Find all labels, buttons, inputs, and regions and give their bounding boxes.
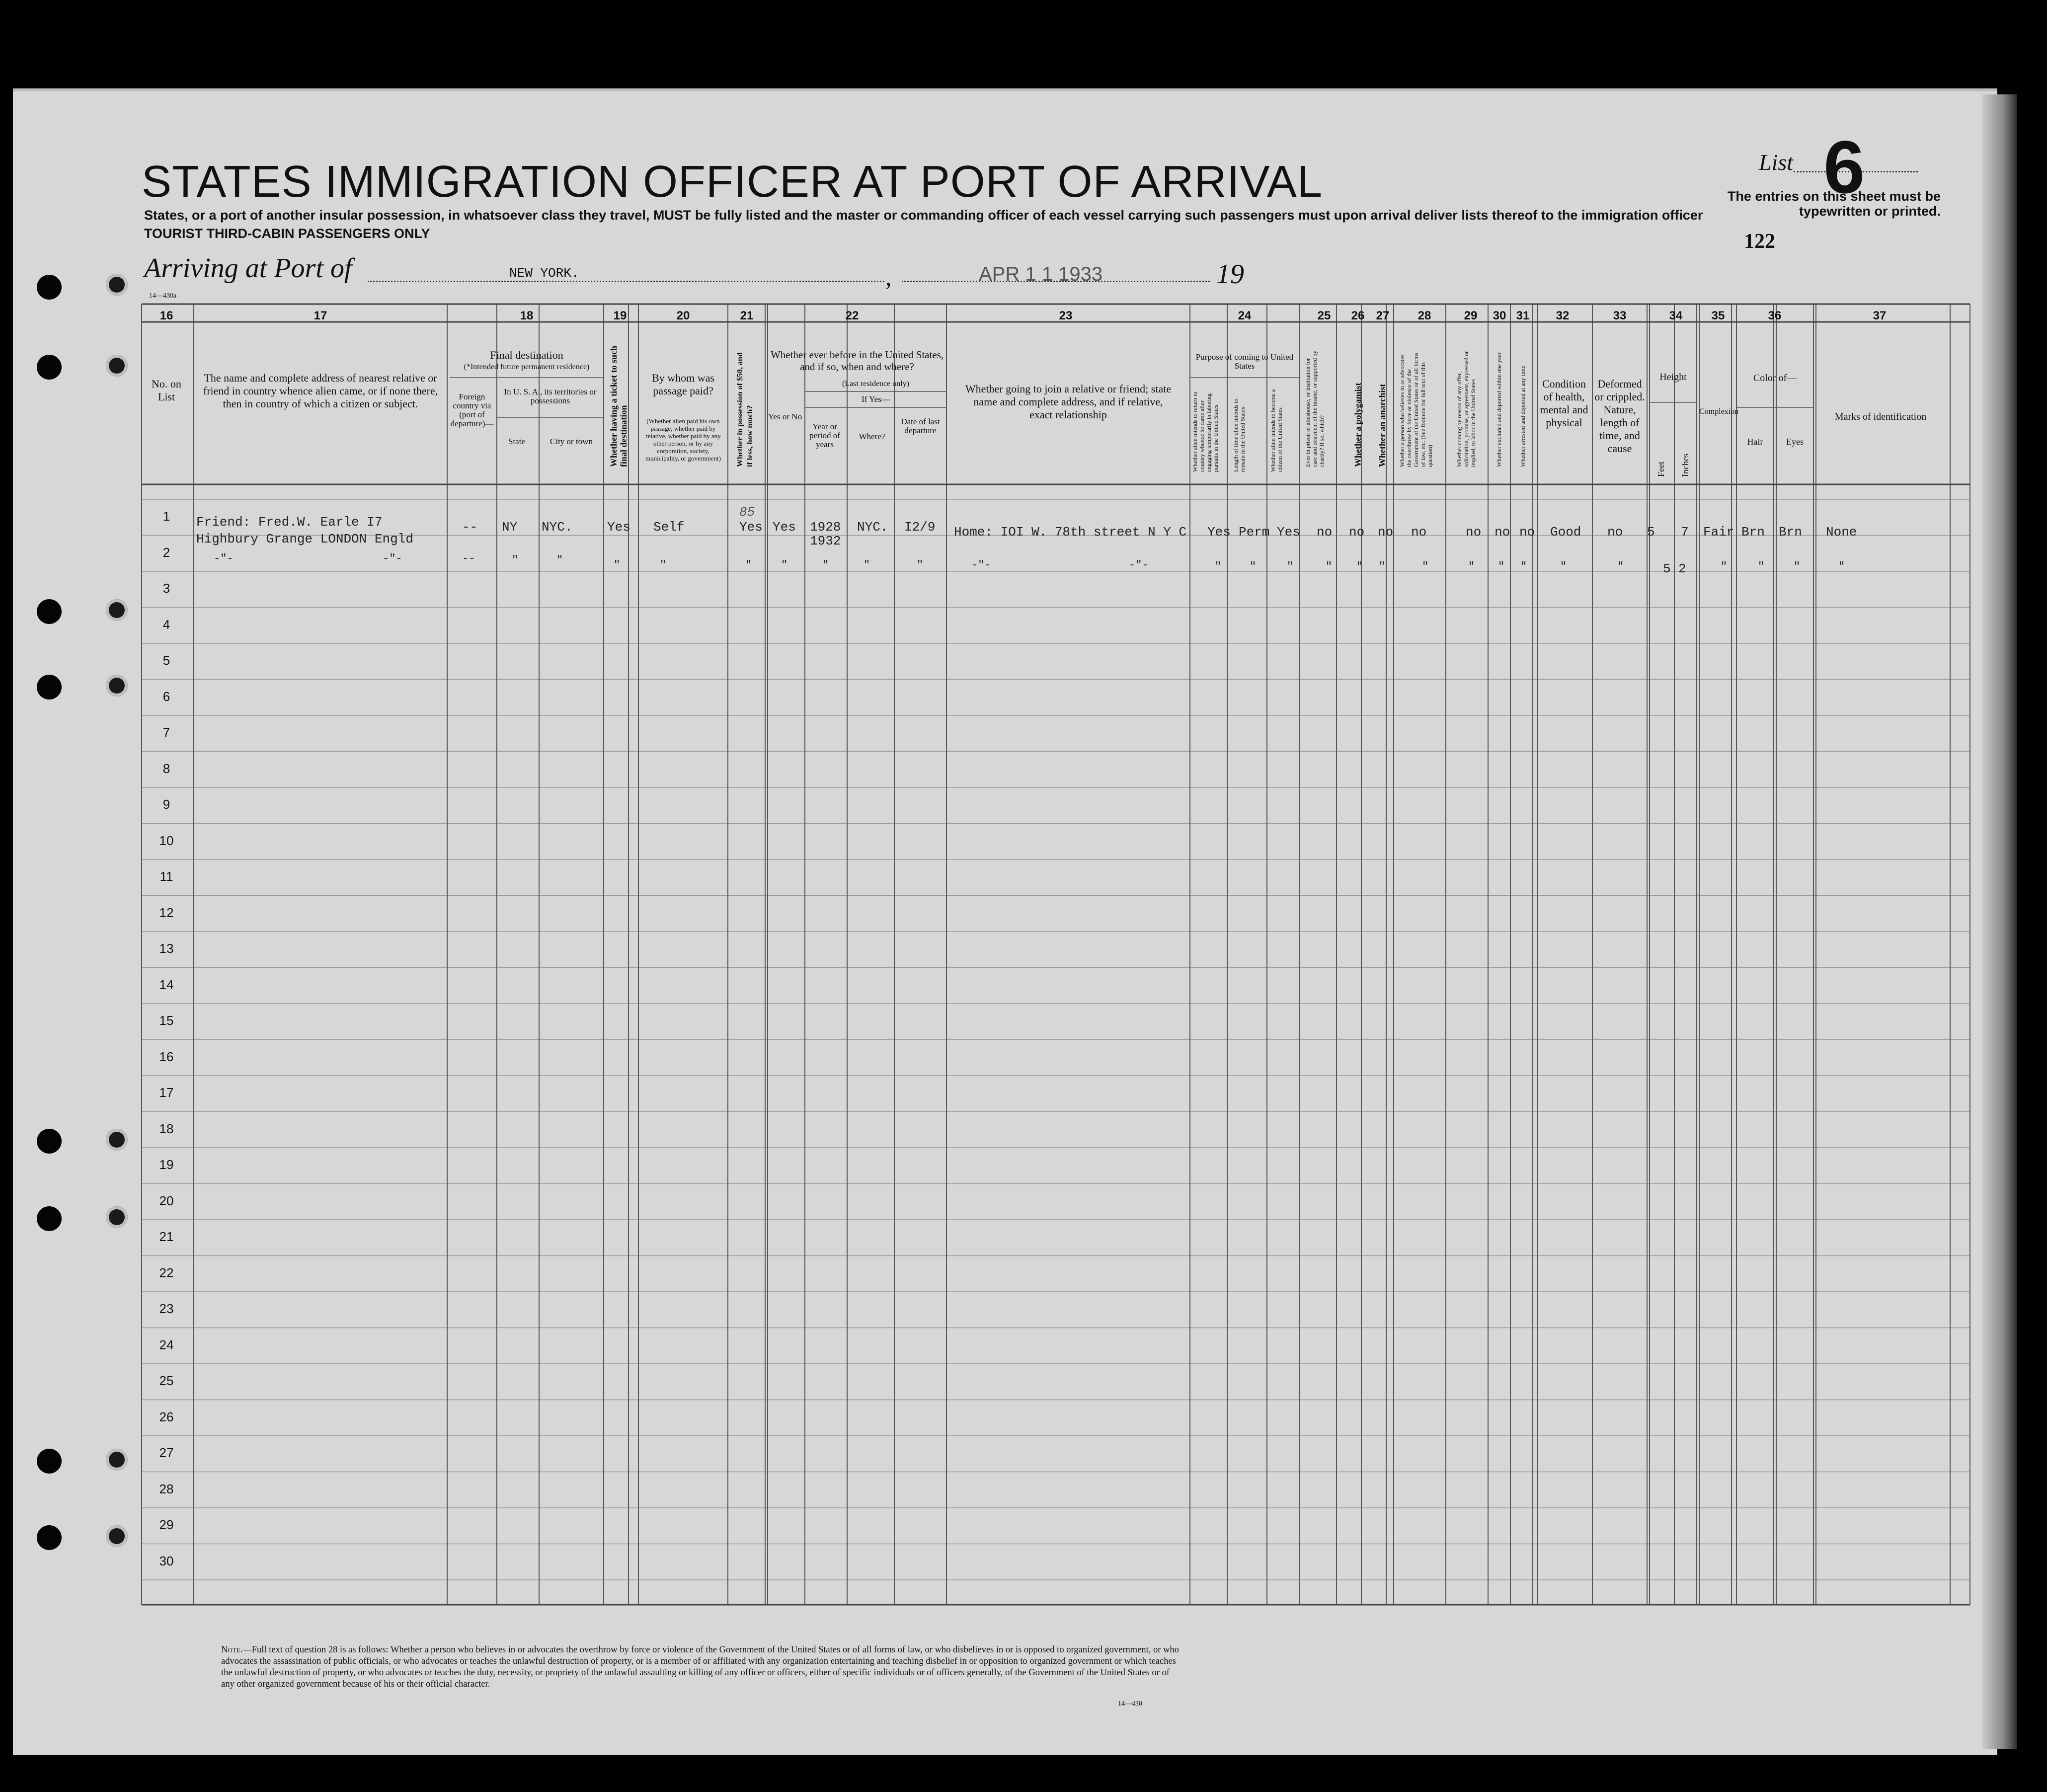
ticket-value: Yes bbox=[607, 520, 630, 535]
col-number: 23 bbox=[1059, 309, 1073, 322]
row-number: 1 bbox=[162, 509, 170, 524]
ditto-mark: " bbox=[1287, 560, 1294, 573]
ditto-mark: " bbox=[1215, 560, 1222, 573]
col-yes-no: Yes or No bbox=[768, 412, 802, 421]
col-purpose-return: Whether alien intends to return to country whence he came after engaging temporarily in laboring pursuits in the United States bbox=[1191, 391, 1219, 472]
row-number: 23 bbox=[159, 1301, 174, 1316]
col-deformed: Deformed or crippled. Nature, length of time, and cause bbox=[1594, 378, 1645, 455]
footnote-code: 14—430 bbox=[1118, 1700, 1142, 1708]
punch-hole bbox=[106, 274, 128, 296]
col-purpose-citizen: Whether alien intends to become a citizen of the United States bbox=[1269, 389, 1283, 472]
row-number: 6 bbox=[162, 689, 170, 704]
row-number: 2 bbox=[162, 545, 170, 560]
row-number: 3 bbox=[162, 581, 170, 596]
ditto-mark: " bbox=[1560, 560, 1567, 573]
col-number: 21 bbox=[740, 309, 754, 322]
col-state: State bbox=[508, 437, 525, 446]
ditto-mark: " bbox=[1379, 560, 1386, 573]
ditto-mark: " bbox=[822, 559, 829, 571]
col-passage-paid-note: (Whether alien paid his own passage, whether paid by relative, whether paid by any other person, or by any corporation, society, municipality, or government) bbox=[645, 417, 721, 462]
row-number: 28 bbox=[159, 1481, 174, 1496]
col-height: Height bbox=[1659, 372, 1687, 383]
col-foreign-country: Foreign country via (port of departure)— bbox=[450, 392, 494, 428]
page-stack-edge bbox=[1982, 94, 2017, 1749]
col-number: 20 bbox=[676, 309, 690, 322]
list-label: List bbox=[1759, 150, 1794, 175]
col-purpose: Purpose of coming to United States bbox=[1195, 352, 1294, 371]
row-number: 21 bbox=[159, 1229, 174, 1244]
col-nearest-relative: The name and complete address of nearest relative or friend in country whence alien came, or if none there, then in country of which a citizen or subject. bbox=[203, 372, 438, 410]
row-number: 26 bbox=[159, 1409, 174, 1424]
ditto-mark: " bbox=[1794, 560, 1801, 573]
ditto-mark: " bbox=[1838, 560, 1845, 573]
row-number: 17 bbox=[159, 1085, 174, 1100]
col-if-yes: If Yes— bbox=[862, 394, 890, 404]
years-value: 1928 bbox=[810, 520, 841, 535]
punch-hole bbox=[106, 1449, 128, 1471]
col-polygamist: Whether a polygamist bbox=[1353, 383, 1363, 467]
ditto-mark: " bbox=[1721, 560, 1728, 573]
punch-hole bbox=[37, 1449, 62, 1474]
ditto-mark: -"- bbox=[383, 552, 402, 565]
col-join-relative: Whether going to join a relative or friend; state name and complete address, and if relative, exact relationship bbox=[965, 383, 1172, 421]
row-number: 18 bbox=[159, 1121, 174, 1136]
foreign-port: -- bbox=[462, 520, 478, 535]
complexion-value: Fair bbox=[1703, 525, 1734, 540]
page-edge bbox=[13, 88, 1997, 91]
footnote bbox=[221, 1644, 1185, 1690]
col-last-departure: Date of last departure bbox=[901, 417, 940, 435]
col-number: 31 bbox=[1516, 309, 1530, 322]
ditto-mark: " bbox=[614, 559, 621, 571]
ditto-mark: " bbox=[1617, 560, 1624, 573]
row-number: 24 bbox=[159, 1337, 174, 1352]
ditto-mark: " bbox=[1758, 560, 1765, 573]
dest-city: NYC. bbox=[542, 520, 573, 535]
ditto-mark: " bbox=[1520, 560, 1527, 573]
purpose-citizen-value: Yes bbox=[1277, 525, 1300, 540]
arriving-label: Arriving at Port of bbox=[144, 253, 352, 284]
hair-value: Brn bbox=[1741, 525, 1765, 540]
manifest-sheet bbox=[13, 88, 1997, 1755]
col-number: 22 bbox=[845, 309, 859, 322]
col-number: 28 bbox=[1417, 309, 1431, 322]
col-number: 16 bbox=[159, 309, 173, 322]
ditto-mark: " bbox=[556, 554, 563, 566]
port-underline bbox=[368, 281, 884, 282]
col-city: City or town bbox=[550, 437, 593, 446]
col-ticket: Whether having a ticket to such final destination bbox=[609, 345, 629, 467]
ditto-mark: " bbox=[1498, 560, 1505, 573]
col-number: 37 bbox=[1873, 309, 1887, 322]
col-number: 34 bbox=[1669, 309, 1683, 322]
join-value: Home: IOI W. 78th street N Y C bbox=[954, 525, 1187, 540]
anarchist-value: no bbox=[1378, 525, 1394, 540]
years-value-2: 1932 bbox=[810, 534, 841, 548]
ditto-mark: -"- bbox=[1129, 559, 1149, 571]
col-purpose-length: Length of time alien intends to remain in the United States bbox=[1232, 398, 1246, 472]
col-anarchist: Whether an anarchist bbox=[1377, 384, 1387, 467]
ditto-mark: -"- bbox=[971, 559, 991, 571]
col-marks: Marks of identification bbox=[1834, 411, 1927, 422]
relative-name: Friend: Fred.W. Earle I7 bbox=[196, 515, 383, 530]
col-number: 29 bbox=[1464, 309, 1478, 322]
purpose-length-value: Perm bbox=[1239, 525, 1270, 540]
ditto-mark: -- bbox=[462, 552, 475, 565]
relative-address: Highbury Grange LONDON Engld bbox=[196, 532, 413, 546]
q28-value: no bbox=[1411, 525, 1427, 540]
col-number: 32 bbox=[1556, 309, 1570, 322]
col-complexion: Complexion bbox=[1699, 407, 1739, 416]
row-number: 8 bbox=[162, 761, 170, 776]
ditto-mark: " bbox=[1422, 560, 1429, 573]
row-number: 12 bbox=[159, 905, 174, 920]
ditto-mark: " bbox=[1356, 560, 1363, 573]
col-q30: Whether excluded and deported within one year bbox=[1496, 352, 1502, 467]
col-hair: Hair bbox=[1747, 437, 1763, 447]
ditto-mark: " bbox=[1250, 560, 1257, 573]
money-note: 85 bbox=[739, 505, 755, 520]
col-passage-paid: By whom was passage paid? bbox=[652, 372, 714, 397]
ditto-mark: " bbox=[512, 554, 519, 566]
col-number: 35 bbox=[1711, 309, 1725, 322]
col-number: 19 bbox=[613, 309, 627, 322]
date-stamp: APR 1 1 1933 bbox=[979, 263, 1103, 285]
col-number: 25 bbox=[1317, 309, 1331, 322]
where-value: NYC. bbox=[857, 520, 888, 535]
row-number: 14 bbox=[159, 977, 174, 992]
list-number: 6 bbox=[1823, 125, 1865, 209]
page-number: 122 bbox=[1744, 230, 1775, 253]
punch-hole bbox=[106, 675, 128, 697]
col-health: Condition of health, mental and physical bbox=[1540, 378, 1588, 429]
col-prison: Ever in prison or almshouse, or institution for care and treatment of the insane, or supported by charity? If so, which? bbox=[1304, 350, 1325, 467]
feet-value: 5 bbox=[1647, 525, 1655, 540]
col-feet: Feet bbox=[1656, 462, 1666, 477]
ditto-mark: " bbox=[1326, 560, 1333, 573]
punch-hole bbox=[37, 1129, 62, 1154]
punch-hole bbox=[37, 1525, 62, 1550]
passenger-class: TOURIST THIRD-CABIN PASSENGERS ONLY bbox=[144, 226, 430, 241]
row-number: 13 bbox=[159, 941, 174, 956]
punch-hole bbox=[37, 1206, 62, 1231]
row-number: 25 bbox=[159, 1373, 174, 1388]
row-number: 11 bbox=[159, 869, 173, 884]
col-no-on-list: No. on List bbox=[152, 378, 181, 403]
q29-value: no bbox=[1466, 525, 1482, 540]
page-title: STATES IMMIGRATION OFFICER AT PORT OF ARRIVAL bbox=[142, 157, 1323, 207]
col-in-usa: In U. S. A., its territories or possessions bbox=[504, 387, 597, 405]
purpose-return-value: Yes bbox=[1207, 525, 1231, 540]
row-number: 30 bbox=[159, 1553, 174, 1568]
col-q29: Whether coming by reason of any offer, solicitation, promise, or agreement, expressed or implied, to labor in the United States bbox=[1456, 351, 1477, 467]
col-final-destination: Final destination bbox=[490, 349, 563, 361]
instructions-text: States, or a port of another insular possession, in whatsoever class they travel, MUST be fully listed and the master or commanding officer of each vessel carrying such passengers must upon arrival deliver lists thereof to the immigration officer bbox=[144, 208, 1703, 223]
ditto-mark: -"- bbox=[214, 552, 234, 565]
col-number: 27 bbox=[1376, 309, 1390, 322]
col-inches: Inches bbox=[1680, 454, 1690, 477]
ditto-mark: " bbox=[745, 559, 752, 571]
row-number: 20 bbox=[159, 1193, 174, 1208]
ditto-mark: " bbox=[781, 559, 788, 571]
prison-value: no bbox=[1317, 525, 1333, 540]
punch-hole bbox=[37, 275, 62, 300]
row-number: 19 bbox=[159, 1157, 174, 1172]
col-number: 17 bbox=[314, 309, 327, 322]
q31-value: no bbox=[1519, 525, 1535, 540]
row-number: 5 bbox=[162, 653, 170, 668]
row2-feet: 5 bbox=[1663, 561, 1671, 576]
col-money: Whether in possession of $50, and if less, how much? bbox=[736, 352, 754, 467]
col-before-note: (Last residence only) bbox=[842, 380, 910, 388]
dest-state: NY bbox=[502, 520, 518, 535]
row-number: 10 bbox=[159, 833, 174, 848]
footnote-label: Note. bbox=[221, 1645, 243, 1655]
port-value: NEW YORK. bbox=[509, 266, 579, 281]
footnote-text: —Full text of question 28 is as follows: Whether a person who believes in or advocates the overthrow by force or violence of the Government of the United States or of all forms of law, or who disbelieves in or is opposed to organized government, or who advocates the assassination of public officials, or who advocates or teaches the unlawful destruction of property, or is a member of or affiliated with any organization entertaining and teaching disbelief in or opposition to organized government or which teaches the unlawful destruction of property, or who advocates or teaches the duty, necessity, or propriety of the unlawful assaulting or killing of any officer or officers, either of specific individuals or of officers generally, of the Government of the United States or of any other organized government because of his or their official character. bbox=[221, 1645, 1179, 1689]
form-code: 14—430a bbox=[149, 292, 177, 300]
last-departure-value: I2/9 bbox=[904, 520, 936, 535]
punch-hole bbox=[106, 1525, 128, 1547]
col-number: 36 bbox=[1768, 309, 1782, 322]
col-eyes: Eyes bbox=[1786, 437, 1804, 447]
before-us-value: Yes bbox=[773, 520, 796, 535]
col-number: 30 bbox=[1493, 309, 1506, 322]
punch-hole bbox=[106, 599, 128, 621]
row2-inches: 2 bbox=[1678, 561, 1686, 576]
polygamist-value: no bbox=[1349, 525, 1365, 540]
col-before-in-us: Whether ever before in the United States, and if so, when and where? bbox=[770, 349, 944, 373]
entries-note: The entries on this sheet must be typewritten or printed. bbox=[1727, 189, 1941, 219]
q30-value: no bbox=[1495, 525, 1510, 540]
punch-hole bbox=[106, 355, 128, 377]
paid-by-value: Self bbox=[653, 520, 685, 535]
health-value: Good bbox=[1550, 525, 1581, 540]
row-number: 27 bbox=[159, 1445, 174, 1460]
year-prefix: 19 bbox=[1216, 259, 1244, 290]
row-number: 15 bbox=[159, 1013, 174, 1028]
col-years: Year or period of years bbox=[809, 422, 840, 449]
inches-value: 7 bbox=[1681, 525, 1689, 540]
row-number: 9 bbox=[162, 797, 170, 812]
col-number: 26 bbox=[1351, 309, 1365, 322]
col-q31: Whether arrested and deported at any time bbox=[1519, 366, 1526, 467]
row-number: 4 bbox=[162, 617, 170, 632]
deformed-value: no bbox=[1607, 525, 1623, 540]
punch-hole bbox=[106, 1129, 128, 1151]
col-q28: Whether a person who believes in or advocates the overthrow by force or violence of the Government of the United States or of all forms of law, etc. (See footnote for full text of this question) bbox=[1399, 353, 1433, 467]
col-number: 24 bbox=[1238, 309, 1252, 322]
col-where: Where? bbox=[859, 432, 885, 441]
punch-hole bbox=[37, 599, 62, 624]
eyes-value: Brn bbox=[1779, 525, 1802, 540]
ditto-mark: " bbox=[917, 559, 924, 571]
ditto-mark: " bbox=[1468, 560, 1475, 573]
punch-hole bbox=[37, 675, 62, 700]
row-number: 22 bbox=[159, 1265, 174, 1280]
punch-hole bbox=[37, 355, 62, 380]
col-number: 18 bbox=[520, 309, 534, 322]
row-number: 7 bbox=[162, 725, 170, 740]
money-value: Yes bbox=[739, 520, 763, 535]
comma: , bbox=[885, 263, 892, 291]
row-number: 16 bbox=[159, 1049, 174, 1064]
col-number: 33 bbox=[1613, 309, 1627, 322]
col-color-of: Color of— bbox=[1753, 373, 1797, 384]
ditto-mark: " bbox=[864, 559, 870, 571]
marks-value: None bbox=[1826, 525, 1857, 540]
punch-hole bbox=[106, 1206, 128, 1228]
ditto-mark: " bbox=[660, 559, 667, 571]
col-final-destination-note: (*Intended future permanent residence) bbox=[464, 363, 590, 371]
row-number: 29 bbox=[159, 1517, 174, 1532]
